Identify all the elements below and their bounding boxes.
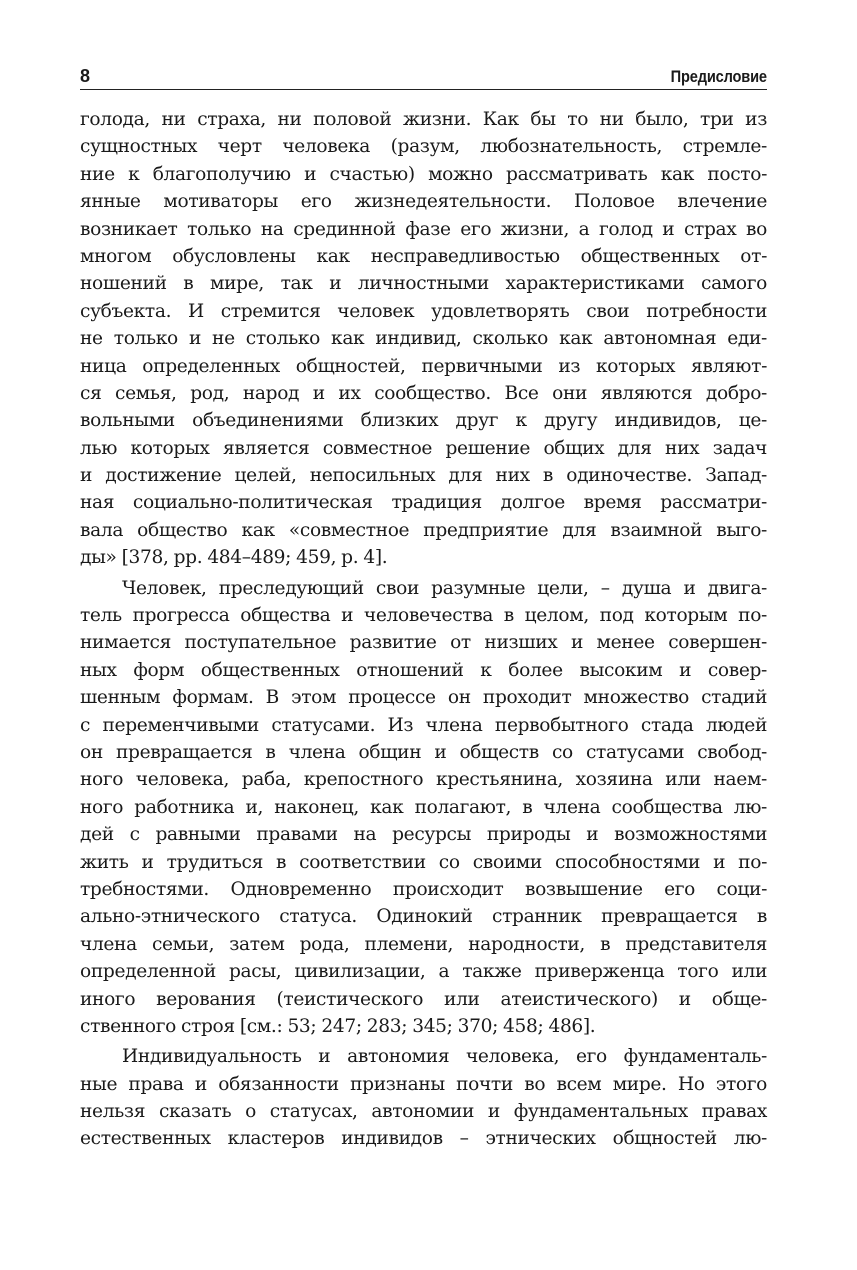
text-line: субъекта. И стремится человек удовлетворять свои потребности xyxy=(80,300,767,322)
text-line: ного работника и, наконец, как полагают, в члена сообщества лю- xyxy=(80,796,767,818)
text-line: требностями. Одновременно происходит возвышение его соци- xyxy=(80,878,767,900)
paragraph-1 xyxy=(80,106,767,572)
text-line: ние к благополучию и счастью) можно рассматривать как посто- xyxy=(80,163,767,185)
text-line: члена семьи, затем рода, племени, народности, в представителя xyxy=(80,933,767,955)
text-line: ная социально-политическая традиция долгое время рассматри- xyxy=(80,492,767,514)
body-text xyxy=(80,106,767,1153)
text-line: ды» [378, pp. 484–489; 459, p. 4]. xyxy=(80,547,388,569)
text-line: дей с равными правами на ресурсы природы и возможностями xyxy=(80,824,767,846)
text-line: ственного строя [см.: 53; 247; 283; 345; 370; 458; 486]. xyxy=(80,1015,596,1037)
text-line: и достижение целей, непосильных для них в одиночестве. Запад- xyxy=(80,465,767,487)
text-line: с переменчивыми статусами. Из члена первобытного стада людей xyxy=(80,714,767,736)
paragraph-3 xyxy=(80,1043,767,1153)
text-line: янные мотиваторы его жизнедеятельности. Половое влечение xyxy=(80,191,767,213)
text-line: возникает только на срединной фазе его жизни, а голод и страх во xyxy=(80,218,767,240)
running-header xyxy=(80,58,767,90)
paragraph-2 xyxy=(80,575,767,1041)
text-line: жить и трудиться в соответствии со своими способностями и по- xyxy=(80,851,767,873)
text-line: голода, ни страха, ни половой жизни. Как бы то ни было, три из xyxy=(80,109,767,130)
text-line: ально-этнического статуса. Одинокий странник превращается в xyxy=(80,906,767,928)
text-line: ных форм общественных отношений к более высоким и совер- xyxy=(80,659,767,681)
text-line: ся семья, род, народ и их сообщество. Все они являются добро- xyxy=(80,382,767,404)
text-line: естественных кластеров индивидов – этнических общностей лю- xyxy=(80,1128,767,1150)
text-line: ного человека, раба, крепостного крестьянина, хозяина или наем- xyxy=(80,769,767,791)
text-line: ница определенных общностей, первичными из которых являют- xyxy=(80,355,767,377)
text-line: многом обусловлены как несправедливостью общественных от- xyxy=(80,245,767,267)
text-line: нельзя сказать о статусах, автономии и фундаментальных правах xyxy=(80,1101,767,1123)
text-line: Индивидуальность и автономия человека, его фундаменталь- xyxy=(122,1046,767,1068)
text-line: шенным формам. В этом процессе он проходит множество стадий xyxy=(80,687,767,709)
text-line: определенной расы, цивилизации, а также приверженца того или xyxy=(80,961,767,983)
text-line: сущностных черт человека (разум, любознательность, стремле- xyxy=(80,136,767,158)
text-line: иного верования (теистического или атеистического) и обще- xyxy=(80,988,767,1010)
text-line: тель прогресса общества и человечества в целом, под которым по- xyxy=(80,605,767,627)
text-line: он превращается в члена общин и обществ со статусами свобод- xyxy=(80,741,767,763)
text-line: лью которых является совместное решение общих для них задач xyxy=(80,437,767,459)
text-line: не только и не столько как индивид, сколько как автономная еди- xyxy=(80,328,767,350)
text-line: вала общество как «совместное предприятие для взаимной выго- xyxy=(80,519,767,541)
text-line: нимается поступательное развитие от низших и менее совершен- xyxy=(80,632,767,654)
text-line: вольными объединениями близких друг к другу индивидов, це- xyxy=(80,410,767,432)
section-title: Предисловие xyxy=(670,67,767,86)
text-line: Человек, преследующий свои разумные цели, – душа и двига- xyxy=(122,577,767,599)
book-page xyxy=(80,58,767,1153)
text-line: ношений в мире, так и личностными характеристиками самого xyxy=(80,273,767,295)
text-line: ные права и обязанности признаны почти во всем мире. Но этого xyxy=(80,1073,767,1095)
page-number: 8 xyxy=(80,66,90,86)
